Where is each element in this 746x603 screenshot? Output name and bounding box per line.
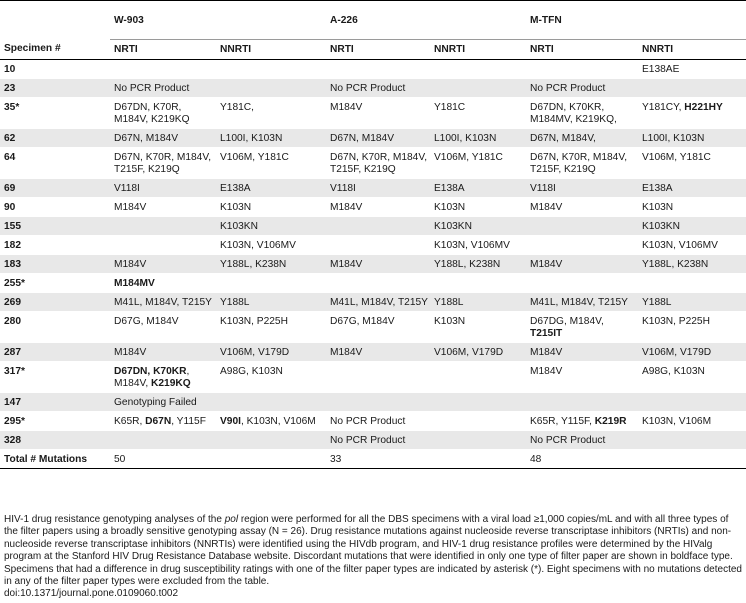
nnrti-cell: V106M, Y181C bbox=[430, 148, 526, 179]
nrti-cell: K65R, D67N, Y115F bbox=[110, 412, 216, 431]
table-row bbox=[0, 431, 746, 450]
nrti-cell: M184V bbox=[526, 362, 638, 393]
nnrti-cell: E138AE bbox=[638, 60, 746, 79]
nnrti-cell bbox=[216, 431, 326, 450]
top-rule bbox=[0, 0, 746, 1]
nnrti-cell bbox=[638, 79, 746, 98]
nnrti-cell bbox=[638, 431, 746, 450]
nrti-cell bbox=[326, 274, 430, 293]
nrti-cell: M184V bbox=[526, 343, 638, 362]
nnrti-cell: K103KN bbox=[216, 217, 326, 236]
nrti-cell: M184V bbox=[110, 198, 216, 217]
specimen-id: 280 bbox=[0, 312, 110, 343]
specimen-id: 62 bbox=[0, 129, 110, 148]
table-row bbox=[0, 274, 746, 293]
nnrti-cell: Y181C, bbox=[216, 98, 326, 129]
nnrti-cell: E138A bbox=[430, 179, 526, 198]
nrti-cell: M184V bbox=[526, 255, 638, 274]
nnrti-cell bbox=[638, 274, 746, 293]
nnrti-cell: E138A bbox=[638, 179, 746, 198]
total-empty bbox=[638, 450, 746, 469]
table-row bbox=[0, 217, 746, 236]
nrti-cell bbox=[110, 236, 216, 255]
nrti-cell: D67N, M184V bbox=[326, 129, 430, 148]
specimen-id: 255* bbox=[0, 274, 110, 293]
nnrti-cell: K103KN bbox=[430, 217, 526, 236]
nnrti-cell: K103N, P225H bbox=[638, 312, 746, 343]
specimen-id: 317* bbox=[0, 362, 110, 393]
nnrti-cell bbox=[430, 393, 526, 412]
nrti-cell: M41L, M184V, T215Y bbox=[110, 293, 216, 312]
nnrti-cell: K103KN bbox=[638, 217, 746, 236]
specimen-id: 147 bbox=[0, 393, 110, 412]
nrti-cell: No PCR Product bbox=[110, 79, 216, 98]
nrti-cell bbox=[326, 393, 430, 412]
nnrti-cell bbox=[430, 274, 526, 293]
nnrti-cell bbox=[430, 412, 526, 431]
nrti-cell: D67G, M184V bbox=[326, 312, 430, 343]
specimen-id: 90 bbox=[0, 198, 110, 217]
header-nnrti: NNRTI bbox=[216, 40, 326, 60]
nrti-cell: D67N, K70R, M184V, T215F, K219Q bbox=[526, 148, 638, 179]
header-nrti: NRTI bbox=[110, 40, 216, 60]
total-label: Total # Mutations bbox=[0, 450, 110, 469]
footnote-part1: HIV-1 drug resistance genotyping analyses of the bbox=[4, 514, 225, 525]
nrti-cell bbox=[526, 217, 638, 236]
nnrti-cell bbox=[430, 431, 526, 450]
nnrti-cell: A98G, K103N bbox=[638, 362, 746, 393]
table-row bbox=[0, 393, 746, 412]
nrti-cell bbox=[326, 362, 430, 393]
specimen-id: 269 bbox=[0, 293, 110, 312]
nrti-cell: D67DG, M184V, T215IT bbox=[526, 312, 638, 343]
header-specimen: Specimen # bbox=[0, 40, 110, 60]
specimen-id: 35* bbox=[0, 98, 110, 129]
nrti-cell: D67N, M184V bbox=[110, 129, 216, 148]
nrti-cell: No PCR Product bbox=[326, 412, 430, 431]
nnrti-cell: K103N, P225H bbox=[216, 312, 326, 343]
nrti-cell: M184V bbox=[110, 255, 216, 274]
nrti-cell bbox=[326, 60, 430, 79]
nrti-cell: No PCR Product bbox=[326, 79, 430, 98]
specimen-id: 328 bbox=[0, 431, 110, 450]
group-header-empty bbox=[0, 13, 110, 40]
nnrti-cell: Y188L bbox=[216, 293, 326, 312]
nnrti-cell: L100I, K103N bbox=[216, 129, 326, 148]
nnrti-cell: V90I, K103N, V106M bbox=[216, 412, 326, 431]
table-row bbox=[0, 129, 746, 148]
nnrti-cell: Y188L bbox=[638, 293, 746, 312]
table-row bbox=[0, 255, 746, 274]
specimen-id: 182 bbox=[0, 236, 110, 255]
nrti-cell: D67N, K70R, M184V, T215F, K219Q bbox=[110, 148, 216, 179]
nnrti-cell: K103N, V106MV bbox=[638, 236, 746, 255]
total-row bbox=[0, 450, 746, 469]
specimen-id: 23 bbox=[0, 79, 110, 98]
group-w903: W-903 bbox=[110, 13, 326, 40]
header-nnrti: NNRTI bbox=[430, 40, 526, 60]
nrti-cell: D67G, M184V bbox=[110, 312, 216, 343]
nrti-cell: D67N, K70R, M184V, T215F, K219Q bbox=[326, 148, 430, 179]
total-empty bbox=[430, 450, 526, 469]
nnrti-cell: V106M, V179D bbox=[638, 343, 746, 362]
nrti-cell bbox=[526, 274, 638, 293]
nnrti-cell: A98G, K103N bbox=[216, 362, 326, 393]
table-row bbox=[0, 179, 746, 198]
table-row bbox=[0, 362, 746, 393]
nnrti-cell: Y188L, K238N bbox=[430, 255, 526, 274]
nnrti-cell: Y188L, K238N bbox=[638, 255, 746, 274]
nrti-cell bbox=[326, 236, 430, 255]
table-row bbox=[0, 412, 746, 431]
table-row bbox=[0, 343, 746, 362]
table-row bbox=[0, 79, 746, 98]
nnrti-cell bbox=[216, 79, 326, 98]
table-row bbox=[0, 312, 746, 343]
nnrti-cell: K103N bbox=[638, 198, 746, 217]
nrti-cell bbox=[326, 217, 430, 236]
nrti-cell: M184V bbox=[326, 343, 430, 362]
total-w903: 50 bbox=[110, 450, 216, 469]
nnrti-cell bbox=[638, 393, 746, 412]
group-mtfn: M-TFN bbox=[526, 13, 746, 40]
nnrti-cell: V106M, Y181C bbox=[638, 148, 746, 179]
nnrti-cell bbox=[216, 393, 326, 412]
nnrti-cell: V106M, Y181C bbox=[216, 148, 326, 179]
resistance-table bbox=[0, 13, 746, 469]
group-header-row bbox=[0, 13, 746, 40]
group-a226: A-226 bbox=[326, 13, 526, 40]
total-a226: 33 bbox=[326, 450, 430, 469]
nnrti-cell: Y181C bbox=[430, 98, 526, 129]
nnrti-cell: E138A bbox=[216, 179, 326, 198]
table-row bbox=[0, 236, 746, 255]
nnrti-cell: Y181CY, H221HY bbox=[638, 98, 746, 129]
specimen-id: 69 bbox=[0, 179, 110, 198]
specimen-id: 183 bbox=[0, 255, 110, 274]
nrti-cell: M184V bbox=[326, 198, 430, 217]
nrti-cell: D67DN, K70KR, M184MV, K219KQ, bbox=[526, 98, 638, 129]
header-nrti: NRTI bbox=[326, 40, 430, 60]
nrti-cell: D67DN, K70KR, M184V, K219KQ bbox=[110, 362, 216, 393]
nrti-cell: M184V bbox=[110, 343, 216, 362]
table-row bbox=[0, 148, 746, 179]
sub-header-row bbox=[0, 40, 746, 60]
nrti-cell: M184MV bbox=[110, 274, 216, 293]
nnrti-cell bbox=[216, 60, 326, 79]
nrti-cell: D67DN, K70R, M184V, K219KQ bbox=[110, 98, 216, 129]
nrti-cell: V118I bbox=[526, 179, 638, 198]
nnrti-cell: L100I, K103N bbox=[430, 129, 526, 148]
nrti-cell bbox=[526, 236, 638, 255]
nrti-cell: M184V bbox=[526, 198, 638, 217]
nnrti-cell bbox=[430, 79, 526, 98]
specimen-id: 10 bbox=[0, 60, 110, 79]
nrti-cell: No PCR Product bbox=[526, 79, 638, 98]
nnrti-cell: Y188L bbox=[430, 293, 526, 312]
nrti-cell: V118I bbox=[110, 179, 216, 198]
nnrti-cell: K103N, V106MV bbox=[216, 236, 326, 255]
nrti-cell bbox=[110, 431, 216, 450]
specimen-id: 295* bbox=[0, 412, 110, 431]
nnrti-cell bbox=[216, 274, 326, 293]
nrti-cell bbox=[526, 393, 638, 412]
table-row bbox=[0, 198, 746, 217]
footnote-doi: doi:10.1371/journal.pone.0109060.t002 bbox=[4, 588, 179, 600]
nrti-cell bbox=[526, 60, 638, 79]
table-row bbox=[0, 60, 746, 79]
table-footnote bbox=[4, 514, 742, 601]
nnrti-cell bbox=[430, 60, 526, 79]
nrti-cell: M41L, M184V, T215Y bbox=[526, 293, 638, 312]
nnrti-cell: L100I, K103N bbox=[638, 129, 746, 148]
nrti-cell: M41L, M184V, T215Y bbox=[326, 293, 430, 312]
nnrti-cell: K103N, V106MV bbox=[430, 236, 526, 255]
nrti-cell: K65R, Y115F, K219R bbox=[526, 412, 638, 431]
footnote-pol: pol bbox=[224, 514, 239, 525]
nrti-cell: No PCR Product bbox=[326, 431, 430, 450]
specimen-id: 287 bbox=[0, 343, 110, 362]
nrti-cell bbox=[110, 217, 216, 236]
total-empty bbox=[216, 450, 326, 469]
nnrti-cell: V106M, V179D bbox=[216, 343, 326, 362]
nnrti-cell: K103N bbox=[216, 198, 326, 217]
specimen-id: 155 bbox=[0, 217, 110, 236]
nnrti-cell: K103N, V106M bbox=[638, 412, 746, 431]
footnote-text bbox=[4, 514, 742, 588]
nrti-cell: D67N, M184V, bbox=[526, 129, 638, 148]
nrti-cell bbox=[110, 60, 216, 79]
nnrti-cell: Y188L, K238N bbox=[216, 255, 326, 274]
table-row bbox=[0, 98, 746, 129]
nnrti-cell: V106M, V179D bbox=[430, 343, 526, 362]
nnrti-cell: K103N bbox=[430, 312, 526, 343]
table-body bbox=[0, 60, 746, 450]
nrti-cell: Genotyping Failed bbox=[110, 393, 216, 412]
header-nrti: NRTI bbox=[526, 40, 638, 60]
nrti-cell: M184V bbox=[326, 98, 430, 129]
table-row bbox=[0, 293, 746, 312]
footnote-part2: region were performed for all the DBS specimens with a viral load ≥1,000 copies/mL and with all three types of the filter papers using a broadly sensitive genotyping assay (N = 26). Drug resistance mutations against nucleoside reverse transcriptase inhibitors (NRTIs) and non-nucleoside reverse transcriptase inhibitors (NNRTIs) were identified using the HIVdb program, and HIV-1 drug resistance profiles were determined by the HIValg program at the Stanford HIV Drug Resistance Database website. Discordant mutations that were identified in only one type of filter paper are shown in boldface type. Specimens that had a difference in drug susceptibility ratings with one of the filter paper types are indicated by asterisk (*). Eight specimens with no mutations detected in any of the filter paper types were excluded from the table. bbox=[4, 514, 742, 588]
header-nnrti: NNRTI bbox=[638, 40, 746, 60]
nrti-cell: V118I bbox=[326, 179, 430, 198]
nrti-cell: No PCR Product bbox=[526, 431, 638, 450]
specimen-id: 64 bbox=[0, 148, 110, 179]
nnrti-cell: K103N bbox=[430, 198, 526, 217]
nrti-cell: M184V bbox=[326, 255, 430, 274]
nnrti-cell bbox=[430, 362, 526, 393]
total-mtfn: 48 bbox=[526, 450, 638, 469]
